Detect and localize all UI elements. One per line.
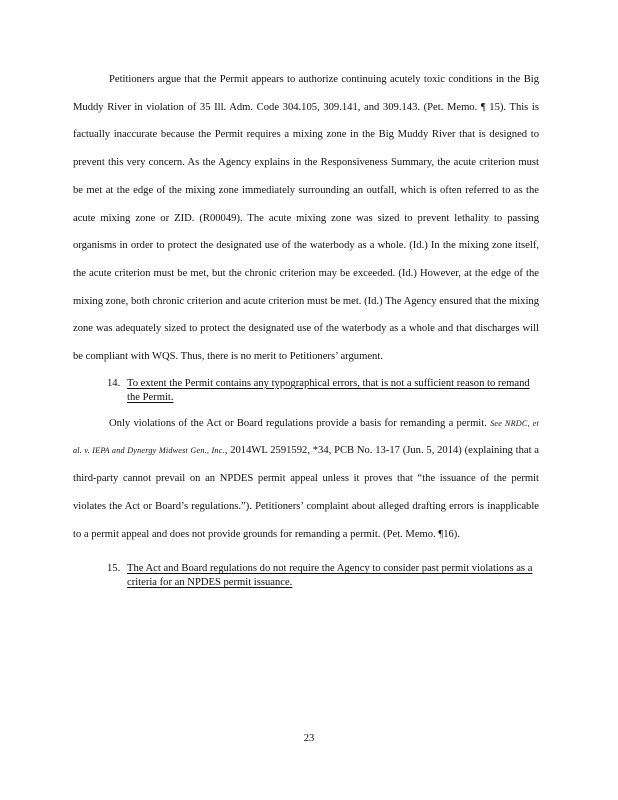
heading-text: To extent the Permit contains any typographical errors, that is not a sufficient reason to remand the Permit.	[127, 377, 530, 403]
case-citation: See NRDC, et al. v. IEPA and Dynergy Midwest Gen., Inc.	[73, 418, 539, 456]
page-number: 23	[303, 733, 315, 744]
document-body	[73, 66, 539, 590]
heading-number: 14.	[107, 377, 121, 389]
heading-number: 15.	[107, 563, 121, 575]
paragraph-text-continued: , 2014WL 2591592, *34, PCB No. 13-17 (Jun. 5, 2014) (explaining that a third-party cannot prevail on an NPDES permit appeal unless it proves that “the issuance of the permit violates the Act or Board’s regulations.”). Petitioners’ complaint about alleged drafting errors is inapplicable to a permit appeal and does not provide grounds for remanding a permit. (Pet. Memo. ¶16).	[73, 445, 539, 540]
paragraph-mixing-zone: Petitioners argue that the Permit appears to authorize continuing acutely toxic conditions in the Big Muddy River in violation of 35 Ill. Adm. Code 304.105, 309.141, and 309.143. (Pet. Memo. ¶ 15). This is factually inaccurate because the Permit requires a mixing zone in the Big Muddy River that is designed to prevent this very concern. As the Agency explains in the Responsiveness Summary, the acute criterion must be met at the edge of the mixing zone immediately surrounding an outfall, which is often referred to as the acute mixing zone or ZID. (R00049). The acute mixing zone was sized to prevent lethality to passing organisms in order to protect the designated use of the waterbody as a whole. (Id.) In the mixing zone itself, the acute criterion must be met, but the chronic criterion may be exceeded. (Id.) However, at the edge of the mixing zone, both chronic criterion and acute criterion must be met. (Id.) The Agency ensured that the mixing zone was adequately sized to protect the designated use of the waterbody as a whole and that discharges will be compliant with WQS. Thus, there is no merit to Petitioners’ argument.	[73, 74, 539, 363]
paragraph-remand	[73, 410, 539, 549]
heading-15	[73, 562, 539, 590]
heading-text: The Act and Board regulations do not require the Agency to consider past permit violations as a criteria for an NPDES permit issuance.	[127, 563, 533, 589]
heading-14	[73, 377, 539, 405]
paragraph-text: Only violations of the Act or Board regulations provide a basis for remanding a permit.	[109, 417, 491, 429]
